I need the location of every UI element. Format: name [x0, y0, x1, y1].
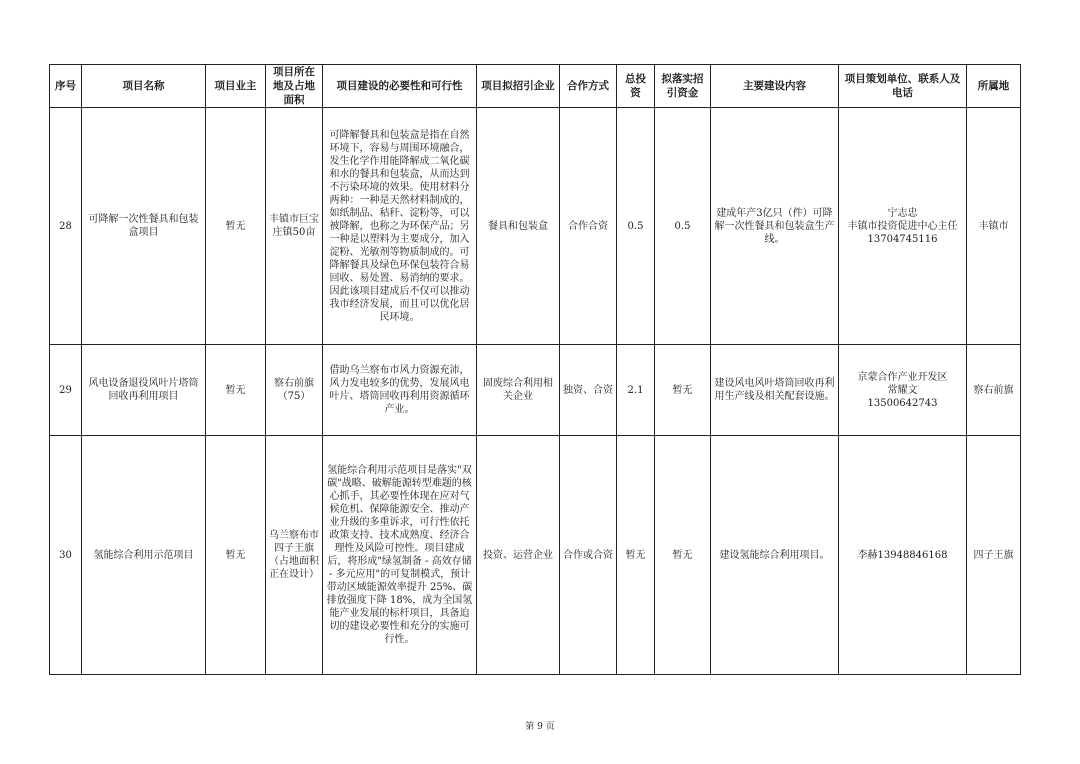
cell-total: 2.1	[617, 345, 655, 436]
cell-enterprise: 投资、运营企业	[477, 436, 560, 675]
cell-location: 乌兰察布市四子王旗（占地面积正在设计）	[266, 436, 323, 675]
header-content: 主要建设内容	[711, 65, 839, 108]
cell-name: 氢能综合利用示范项目	[82, 436, 206, 675]
cell-coop: 合作合资	[560, 108, 617, 345]
cell-owner: 暂无	[206, 108, 266, 345]
cell-region: 丰镇市	[967, 108, 1021, 345]
cell-necessity: 借助乌兰察布市风力资源充沛，风力发电较多的优势，发展风电叶片、塔筒回收再利用资源循环产业。	[323, 345, 477, 436]
table-header-row	[50, 65, 1021, 108]
cell-content: 建成年产3亿只（件）可降解一次性餐具和包装盒生产线。	[711, 108, 839, 345]
cell-contact	[839, 436, 967, 675]
contact-line: 丰镇市投资促进中心主任	[847, 220, 958, 232]
header-contact: 项目策划单位、联系人及电话	[839, 65, 967, 108]
cell-content: 建设氢能综合利用项目。	[711, 436, 839, 675]
cell-owner: 暂无	[206, 436, 266, 675]
cell-total: 0.5	[617, 108, 655, 345]
header-necessity: 项目建设的必要性和可行性	[323, 65, 477, 108]
cell-name: 可降解一次性餐具和包装盒项目	[82, 108, 206, 345]
cell-funds: 暂无	[655, 436, 711, 675]
table-row	[50, 345, 1021, 436]
page-number: 第 9 页	[525, 722, 555, 732]
cell-content: 建设风电风叶塔筒回收再利用生产线及相关配套设施。	[711, 345, 839, 436]
cell-location: 丰镇市巨宝庄镇50亩	[266, 108, 323, 345]
cell-funds: 0.5	[655, 108, 711, 345]
cell-enterprise: 餐具和包装盒	[477, 108, 560, 345]
header-region: 所属地	[967, 65, 1021, 108]
cell-necessity: 氢能综合利用示范项目是落实"双碳"战略、破解能源转型难题的核心抓手，其必要性体现在应对气候危机、保障能源安全、推动产业升级的多重诉求，可行性依托政策支持、技术成熟度、经济合理性及风险可控性。项目建成后，将形成"绿氢制备 - 高效存储 - 多元应用"的可复制模式，预计带动区域能源效率提升 25%、碳排放强度下降 18%，成为全国氢能产业发展的标杆项目，具备迫切的建设必要性和充分的实施可行性。	[323, 436, 477, 675]
contact-line: 13704745116	[867, 233, 938, 245]
cell-total: 暂无	[617, 436, 655, 675]
contact-line: 常耀文	[887, 384, 918, 396]
cell-no: 28	[50, 108, 82, 345]
header-total: 总投资	[617, 65, 655, 108]
cell-contact	[839, 108, 967, 345]
header-enterprise: 项目拟招引企业	[477, 65, 560, 108]
header-funds: 拟落实招引资金	[655, 65, 711, 108]
cell-contact	[839, 345, 967, 436]
cell-region: 察右前旗	[967, 345, 1021, 436]
cell-necessity: 可降解餐具和包装盒是指在自然环境下，容易与周围环境融合，发生化学作用能降解成二氧化碳和水的餐具和包装盒，从而达到不污染环境的效果。使用材料分两种：一种是天然材料制成的，如纸制品、秸秆、淀粉等，可以被降解，也称之为环保产品；另一种是以塑料为主要成分，加入淀粉、光敏剂等物质制成的。可降解餐具及绿色环保包装符合易回收、易处置、易消纳的要求。因此该项目建成后不仅可以推动我市经济发展，而且可以优化居民环境。	[323, 108, 477, 345]
cell-funds: 暂无	[655, 345, 711, 436]
cell-no: 30	[50, 436, 82, 675]
cell-coop: 独资、合资	[560, 345, 617, 436]
header-location: 项目所在地及占地面积	[266, 65, 323, 108]
contact-line: 13500642743	[867, 397, 938, 409]
project-table	[49, 64, 1021, 675]
cell-enterprise: 固废综合利用相关企业	[477, 345, 560, 436]
cell-coop: 合作或合资	[560, 436, 617, 675]
header-no: 序号	[50, 65, 82, 108]
cell-location: 察右前旗（75）	[266, 345, 323, 436]
table-row	[50, 436, 1021, 675]
contact-line: 李赫13948846168	[857, 549, 948, 561]
table-row	[50, 108, 1021, 345]
header-name: 项目名称	[82, 65, 206, 108]
header-owner: 项目业主	[206, 65, 266, 108]
header-coop: 合作方式	[560, 65, 617, 108]
contact-line: 京蒙合作产业开发区	[857, 371, 948, 383]
cell-region: 四子王旗	[967, 436, 1021, 675]
contact-line: 宁志忠	[887, 207, 918, 219]
cell-no: 29	[50, 345, 82, 436]
cell-owner: 暂无	[206, 345, 266, 436]
cell-name: 风电设备退役风叶片塔筒回收再利用项目	[82, 345, 206, 436]
